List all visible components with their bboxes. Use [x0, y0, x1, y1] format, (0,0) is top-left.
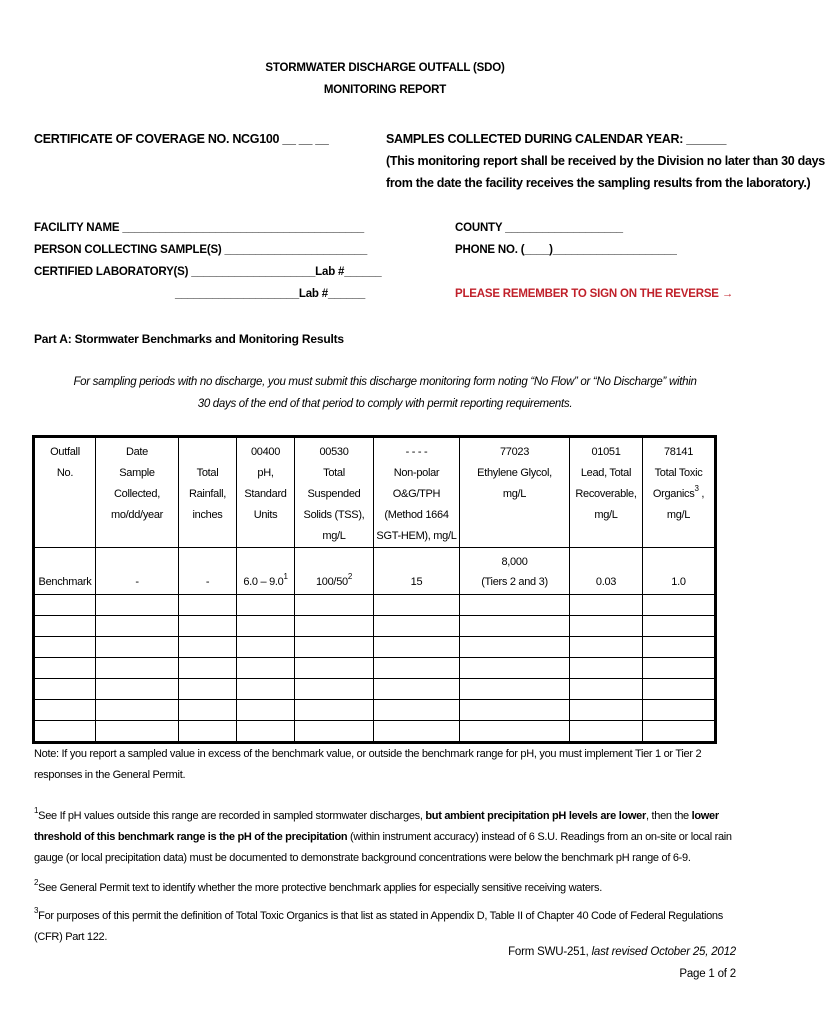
entry-cell[interactable] [570, 616, 643, 637]
entry-cell[interactable] [96, 637, 179, 658]
form-title: STORMWATER DISCHARGE OUTFALL (SDO) [265, 62, 505, 74]
entry-cell[interactable] [34, 721, 96, 743]
entry-cell[interactable] [643, 616, 716, 637]
entry-cell[interactable] [570, 595, 643, 616]
entry-cell[interactable] [374, 616, 460, 637]
footnote-1: $^1$See If pH values outside this range are recorded in sampled stormwater discharges, but ambient precipitation pH levels are lower, then the lower threshold of this benchmark range is the pH of the precipitation (within instrument accuracy) instead of 6 S.U. Readings from an on-site or local rain gauge (or local precipitation data) must be documented to demonstrate background concentrations were below the benchmark pH range of 6-9. [34, 806, 732, 864]
benchmark-toxic-organics: 1.0 [643, 548, 716, 595]
entry-cell[interactable] [374, 595, 460, 616]
entry-cell[interactable] [179, 679, 237, 700]
benchmark-date: - [96, 548, 179, 595]
entry-cell[interactable] [460, 595, 570, 616]
entry-cell[interactable] [96, 595, 179, 616]
entry-cell[interactable] [34, 637, 96, 658]
header-rainfall: Total Rainfall, inches [179, 437, 237, 548]
entry-cell[interactable] [295, 637, 374, 658]
entry-cell[interactable] [460, 658, 570, 679]
entry-cell[interactable] [96, 658, 179, 679]
form-revision: Form SWU-251, last revised October 25, 2012 [508, 946, 736, 958]
entry-cell[interactable] [643, 595, 716, 616]
header-toxic-organics: 78141 Total Toxic Organics$^3$ , mg/L [643, 437, 716, 548]
page-number: Page 1 of 2 [679, 968, 736, 980]
entry-cell[interactable] [179, 637, 237, 658]
benchmark-rainfall: - [179, 548, 237, 595]
header-oil-grease: - - - - Non-polar O&G/TPH (Method 1664 SGT-HEM), mg/L [374, 437, 460, 548]
benchmark-lead: 0.03 [570, 548, 643, 595]
header-tss: 00530 Total Suspended Solids (TSS), mg/L [295, 437, 374, 548]
entry-cell[interactable] [460, 616, 570, 637]
entry-cell[interactable] [295, 721, 374, 743]
person-collecting-field[interactable]: PERSON COLLECTING SAMPLE(S) _______________________ [34, 244, 368, 256]
entry-cell[interactable] [237, 595, 295, 616]
entry-cell[interactable] [237, 721, 295, 743]
instruction-line2: 30 days of the end of that period to comply with permit reporting requirements. [197, 398, 573, 410]
entry-cell[interactable] [374, 721, 460, 743]
second-laboratory-field[interactable]: ____________________Lab #______ [175, 288, 366, 300]
footnote-3: $^3$For purposes of this permit the definition of Total Toxic Organics is that list as stated in Appendix D, Table II of Chapter 40 Code of Federal Regulations (CFR) Part 122. [34, 906, 723, 943]
footnote-2: $^2$See General Permit text to identify whether the more protective benchmark applies for especially sensitive receiving waters. [34, 878, 602, 894]
monitoring-results-table [32, 435, 717, 744]
entry-cell[interactable] [295, 595, 374, 616]
entry-cell[interactable] [295, 658, 374, 679]
table-row [34, 616, 716, 637]
table-header-row [34, 437, 716, 548]
benchmark-tss: $100/50^2$ [295, 548, 374, 595]
entry-cell[interactable] [643, 721, 716, 743]
entry-cell[interactable] [295, 679, 374, 700]
table-row [34, 637, 716, 658]
entry-cell[interactable] [570, 700, 643, 721]
table-row [34, 721, 716, 743]
entry-cell[interactable] [96, 679, 179, 700]
instruction-line1: For sampling periods with no discharge, you must submit this discharge monitoring form noting “No Flow” or “No Discharge” within [73, 376, 697, 388]
entry-cell[interactable] [460, 679, 570, 700]
entry-rows [34, 595, 716, 743]
header-outfall: Outfall No. [34, 437, 96, 548]
header-ethylene-glycol: 77023 Ethylene Glycol, mg/L [460, 437, 570, 548]
entry-cell[interactable] [237, 679, 295, 700]
entry-cell[interactable] [374, 658, 460, 679]
benchmark-label: Benchmark [34, 548, 96, 595]
facility-name-field[interactable]: FACILITY NAME _______________________________________ [34, 222, 364, 234]
entry-cell[interactable] [34, 616, 96, 637]
entry-cell[interactable] [179, 700, 237, 721]
benchmark-row [34, 548, 716, 595]
header-lead: 01051 Lead, Total Recoverable, mg/L [570, 437, 643, 548]
entry-cell[interactable] [34, 658, 96, 679]
entry-cell[interactable] [643, 679, 716, 700]
phone-field[interactable]: PHONE NO. (____)____________________ [455, 244, 677, 256]
entry-cell[interactable] [179, 721, 237, 743]
entry-cell[interactable] [96, 721, 179, 743]
entry-cell[interactable] [179, 595, 237, 616]
samples-calendar-year: SAMPLES COLLECTED DURING CALENDAR YEAR: ______ [386, 132, 727, 146]
entry-cell[interactable] [460, 637, 570, 658]
entry-cell[interactable] [374, 700, 460, 721]
entry-cell[interactable] [643, 700, 716, 721]
entry-cell[interactable] [34, 700, 96, 721]
entry-cell[interactable] [570, 679, 643, 700]
sign-reminder: PLEASE REMEMBER TO SIGN ON THE REVERSE → [455, 288, 734, 300]
certified-laboratory-field[interactable]: CERTIFIED LABORATORY(S) ____________________Lab #______ [34, 266, 382, 278]
certificate-of-coverage: CERTIFICATE OF COVERAGE NO. NCG100 __ __ __ [34, 132, 329, 146]
header-date: Date Sample Collected, mo/dd/year [96, 437, 179, 548]
benchmark-oil-grease: 15 [374, 548, 460, 595]
benchmark-ph: $6.0 - 9.0^1$ [237, 548, 295, 595]
entry-cell[interactable] [643, 637, 716, 658]
entry-cell[interactable] [96, 616, 179, 637]
benchmark-note: Note: If you report a sampled value in excess of the benchmark value, or outside the benchmark range for pH, you must implement Tier 1 or Tier 2 responses in the General Permit. [34, 748, 702, 781]
entry-cell[interactable] [295, 700, 374, 721]
entry-cell[interactable] [374, 679, 460, 700]
table-row [34, 595, 716, 616]
entry-cell[interactable] [374, 637, 460, 658]
entry-cell[interactable] [237, 637, 295, 658]
entry-cell[interactable] [570, 637, 643, 658]
entry-cell[interactable] [460, 721, 570, 743]
entry-cell[interactable] [460, 700, 570, 721]
table-row [34, 658, 716, 679]
entry-cell[interactable] [570, 658, 643, 679]
entry-cell[interactable] [96, 700, 179, 721]
entry-cell[interactable] [643, 658, 716, 679]
entry-cell[interactable] [179, 616, 237, 637]
entry-cell[interactable] [570, 721, 643, 743]
entry-cell[interactable] [179, 658, 237, 679]
table-row [34, 700, 716, 721]
header-ph: 00400 pH, Standard Units [237, 437, 295, 548]
received-note-line1: (This monitoring report shall be received by the Division no later than 30 days [386, 154, 825, 168]
benchmark-ethylene-glycol: 8,000 (Tiers 2 and 3) [460, 548, 570, 595]
entry-cell[interactable] [34, 679, 96, 700]
received-note-line2: from the date the facility receives the sampling results from the laboratory.) [386, 176, 811, 190]
form-subtitle: MONITORING REPORT [323, 84, 447, 96]
entry-cell[interactable] [237, 658, 295, 679]
entry-cell[interactable] [34, 595, 96, 616]
table-row [34, 679, 716, 700]
entry-cell[interactable] [295, 616, 374, 637]
part-a-title: Part A: Stormwater Benchmarks and Monitoring Results [34, 332, 344, 346]
county-field[interactable]: COUNTY ___________________ [455, 222, 623, 234]
entry-cell[interactable] [237, 616, 295, 637]
entry-cell[interactable] [237, 700, 295, 721]
